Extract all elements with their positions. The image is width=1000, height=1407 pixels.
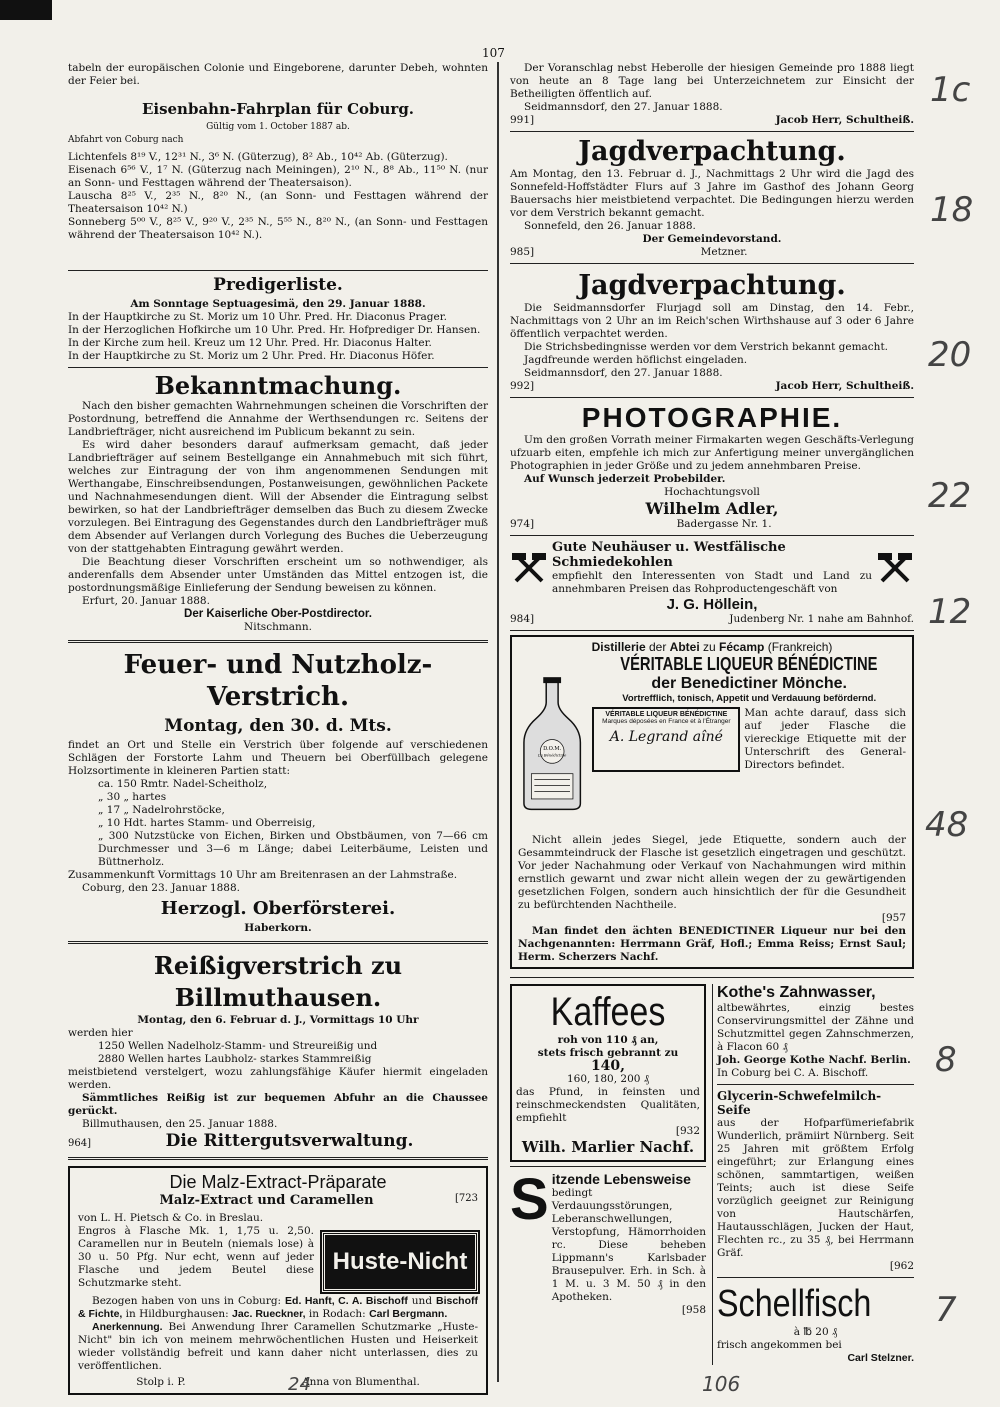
malz-place: Stolp i. P. [136,1376,186,1388]
wood-date: Montag, den 30. d. Mts. [164,716,392,736]
bene-number: [957 [881,912,906,924]
divider [68,941,488,944]
post-signer: Nitschmann. [244,621,312,633]
post-paragraph: Die Beachtung dieser Vorschriften erscheint um so nothwendiger, als anderenfalls dem Absender unter Umständen das Mittel entzogen ist, die postordnungsmäßige Einlieferung der Sendung beweisen zu können. [68,556,488,594]
jagd1-signer: Metzner. [700,246,748,258]
margin-note: 106 [702,1372,741,1396]
divider [68,1157,488,1160]
kaffee-signature: Wilh. Marlier Nachf. [521,1138,695,1156]
photo-title: PHOTOGRAPHIE. [581,402,843,433]
reisig-line: Sämmtliches Reißig ist zur bequemen Abfuhr an die Chaussee gerückt. [68,1092,488,1117]
kaffee-ad [510,984,706,1162]
photo-signature: Wilhelm Adler, [645,499,779,518]
sermons-title: Predigerliste. [213,275,343,295]
reisig-line: meistbietend verstelgert, wozu zahlungsfähige Käufer hiermit eingeladen werden. [68,1066,488,1091]
coal-ad [510,540,914,596]
reisig-intro: werden hier [68,1027,133,1039]
intro-text: tabeln der europäischen Colonie und Eingeborene, darunter Debeh, wohnten der Feier bei. [68,62,488,87]
photo-text: Auf Wunsch jederzeit Probebilder. [524,473,726,485]
coal-title: Gute Neuhäuser u. Westfälische Schmiedekohlen [552,540,786,570]
coal-number: 984] [510,613,535,625]
bene-label: VÉRITABLE LIQUEUR BÉNÉDICTINE [605,711,728,718]
bene-side-text: Man achte darauf, dass sich auf jeder Flasche die viereckige Etiquette mit der Unterschrift des General-Directors befindet. [744,707,906,771]
jagd1-text: Am Montag, den 13. Februar d. J., Nachmittags 2 Uhr wird die Jagd des Sonnefeld-Hoffstädter Flurs auf 3 Jahre im Gasthof des Johann Georg Bauersachs hier meistbietend verpachtet. Die Bedingungen hierzu werden vor dem Verstrich bekannt gemacht. [510,168,914,219]
sermons-date: Am Sonntage Septuagesimä, den 29. Januar 1888. [130,298,426,310]
reisig-line: 1250 Wellen Nadelholz-Stamm- und Streureißig und [98,1040,378,1052]
column-separator [497,62,499,1382]
wood-place: Coburg, den 23. Januar 1888. [82,882,240,894]
malz-subtitle: Malz-Extract und Caramellen [159,1193,374,1208]
reisig-place: Billmuthausen, den 25. Januar 1888. [82,1118,278,1130]
divider [510,131,914,132]
post-place: Erfurt, 20. Januar 1888. [82,595,210,607]
voranschlag-signature: Jacob Herr, Schultheiß. [775,114,914,126]
wood-meet: Zusammenkunft Vormittags 10 Uhr am Breitenrasen an der Lahmstraße. [68,869,458,881]
bene-paragraph: Nicht allein jedes Siegel, jede Etiquette, sondern auch der Gesammteindruck der Flasche ist gesetzlich eingetragen und geschützt. Vor jeder Nachahmung oder Verkauf von Nachahmungen wird mithin ernstlich gewarnt und zwar nicht allein wegen der zu gewärtigenden gesetzlichen Folgen, sondern auch hinsichtlich der für die Gesundheit zu befürchtenden Nachtheile. [518,834,906,911]
jagd1-place: Sonnefeld, den 26. Januar 1888. [524,220,696,232]
jagd2-signature: Jacob Herr, Schultheiß. [775,380,914,392]
sitz-text: bedingt Verdauungsstörungen, Leberanschwellungen, Verstopfung, Hämorrhoiden rc. Diese beheben Lippmann's Karlsbader Brausepulver. Erh. in Sch. à 1 M. u. 3 M. 50 ₰ in den Apotheken. [551,1187,706,1303]
post-signature: Der Kaiserliche Ober-Postdirector. [184,608,372,620]
post-paragraph: Es wird daher besonders darauf aufmerksam gemacht, daß jeder Landbriefträger auf seinem Bestellgange ein Annahmebuch mit sich führt, welches zur Eintragung der von ihm angenommenen Sendungen mit Werthangabe, Einschreibsendungen, Postanweisungen, gewöhnlichen Packete und Nachnahmesendungen dient. Will der Absender die Eintragung selbst bewirken, so hat der Landbriefträger demselben das Buch zu diesem Zwecke vorzulegen. Bei Eintragung des Gegenstandes durch den Landbriefträger muß dem Absender auf Verlangen durch Vorlegung des Buches die Ueberzeugung von der stattgehabten Eintragung gewährt werden. [68,439,488,555]
divider [68,367,488,368]
kothe-text: altbewährtes, einzig bestes Conservirungsmittel der Zähne und Schutzmittel gegen Zahnschmerzen, à Flacon 60 ₰ [717,1002,914,1053]
bene-script-signature: A. Legrand aîné [609,729,723,745]
wood-item: ca. 150 Rmtr. Nadel-Scheitholz, [98,778,268,790]
rail-title: Eisenbahn-Fahrplan für Coburg. [141,100,415,118]
wood-item: „ 10 Hdt. hartes Stamm- und Oberreisig, [98,817,316,829]
sitz-ad [510,1167,706,1317]
jagd1-signature: Der Gemeindevorstand. [642,233,782,245]
benedictine-ad [510,635,914,969]
reisig-line: 2880 Wellen hartes Laubholz- starkes Stammreißig [98,1053,372,1065]
wood-signer: Haberkorn. [244,922,312,934]
malz-signature: Anna von Blumenthal. [302,1376,420,1388]
jagd2-text: Die Seidmannsdorfer Flurjagd soll am Dinstag, den 14. Febr., Nachmittags von 2 Uhr an im Reich'schen Wirthshause auf 3 oder 6 Jahre öffentlich verpachtet werden. [510,302,914,340]
malz-number: [723 [454,1193,478,1204]
sitz-initial: S [510,1167,549,1232]
reisig-signature: Die Rittergutsverwaltung. [165,1131,414,1151]
coal-address: Judenberg Nr. 1 nahe am Bahnhof. [729,613,914,625]
kothe-firm: Joh. George Kothe Nachf. Berlin. [717,1054,911,1066]
wood-item: „ 300 Nutzstücke von Eichen, Birken und Obstbäumen, von 7—66 cm Durchmesser und 3—6 m Länge; dabei Leiterbäume, Leisten und Büttnerholz. [98,830,488,868]
post-paragraph: Nach den bisher gemachten Wahrnehmungen scheinen die Vorschriften der Postordnung, betreffend die Annahme der Werthsendungen rc. Seitens der Landbriefträger, nicht ausreichend im Publicum bekannt zu sein. [68,400,488,438]
jagd2-number: 992] [510,380,535,392]
photo-greeting: Hochachtungsvoll [664,486,760,498]
wood-item: „ 17 „ Nadelrohrstöcke, [98,804,225,816]
kaffee-text: 160, 180, 200 ₰ [566,1073,650,1085]
rail-line: Sonneberg 5⁰⁰ V., 8²⁵ V., 9²⁰ V., 2³⁵ N., 5⁵⁵ N., 8²⁰ N., (an Sonn- und Festtagen während der Theatersaison 10⁴² N.). [68,216,488,241]
photo-number: 974] [510,518,535,530]
reisig-date: Montag, den 6. Februar d. J., Vormittags 10 Uhr [137,1014,419,1026]
margin-note: 7 [935,1290,957,1330]
jagd2-text: Die Strichsbedingnisse werden vor dem Verstrich bekannt gemacht. [524,341,889,353]
margin-note: 1c [930,70,971,110]
rail-valid: Gültig vom 1. October 1887 ab. [206,122,350,132]
fish-signature: Carl Stelzner. [847,1352,914,1364]
glycerin-number: [962 [889,1260,914,1272]
reisig-title: Reißigverstrich zu Billmuthausen. [153,951,403,1012]
kaffee-text: das Pfund, in feinsten und reinschmeckendsten Qualitäten, empfiehlt [516,1086,700,1124]
bottle-label: La Bénédictine [538,753,567,758]
kothe-where: In Coburg bei C. A. Bischoff. [717,1067,869,1079]
coal-text: empfiehlt den Interessenten von Stadt und Land zu annehmbaren Preisen das Rohproductengeschäft von [552,570,872,595]
rail-line: Lichtenfels 8¹⁹ V., 12³¹ N., 3⁶ N. (Güterzug), 8² Ab., 10⁴² Ab. (Güterzug). [68,151,448,163]
kaffee-number: [932 [675,1125,700,1137]
bene-dealers: Man findet den ächten BENEDICTINER Liqueur nur bei den Nachgenannten: Herrmann Gräf, Hofl.; Emma Reiss; Ernst Saul; Herm. Scherzers Nachf. [518,925,906,963]
kaffee-text: roh von 110 ₰ an, [557,1034,659,1046]
bottle-illustration [518,654,586,834]
wood-signature: Herzogl. Oberförsterei. [160,898,396,919]
post-title: Bekanntmachung. [154,371,402,400]
bottle-label: D.O.M. [543,745,562,752]
rail-departure: Abfahrt von Coburg nach [68,135,184,145]
jagd2-title: Jagdverpachtung. [578,270,846,301]
reisig-number: 964] [68,1138,91,1149]
fish-text: frisch angekommen bei [717,1339,842,1351]
malz-buyers: Bezogen haben von uns in Coburg: Ed. Hanft, C. A. Bischoff und Bischoff & Fichte, in Hildburghausen: Jac. Rueckner, in Rodach: Carl Bergmann. [78,1295,478,1320]
divider [510,977,914,978]
voranschlag-place: Seidmannsdorf, den 27. Januar 1888. [524,101,723,113]
kaffee-text: stets frisch gebrannt zu [537,1047,679,1059]
coal-firm: J. G. Höllein, [666,596,758,613]
malz-from: von L. H. Pietsch & Co. in Breslau. [78,1212,264,1224]
divider [510,630,914,631]
rail-line: Lauscha 8²⁵ V., 2³⁵ N., 8²⁰ N., (an Sonn- und Festtagen während der Theatersaison 10⁴² N.) [68,190,488,215]
bene-label: Marques déposées en France et à l'Étranger [602,718,731,725]
left-column [68,62,488,1395]
divider [510,535,914,536]
margin-note: 24 [288,1374,311,1395]
sitz-number: [958 [681,1304,706,1316]
right-column [510,62,914,1365]
rail-line: Eisenach 6⁵⁶ V., 1⁷ N. (Güterzug nach Meiningen), 2¹⁰ N., 8⁸ Ab., 11⁵⁰ N. (nur an Sonn- und Festtagen während der Theatersaison). [68,164,488,189]
wood-title: Feuer- und Nutzholz-Verstrich. [123,650,433,712]
divider [717,1277,914,1278]
jagd2-text: Jagdfreunde werden höflichst eingeladen. [524,354,748,366]
photo-text: Um den großen Vorrath meiner Firmakarten wegen Geschäfts-Verlegung ufzuarb eiten, empfehle ich mich zur Anfertigung meiner unvergänglichen Photographien in jeder Größe und zu jedem annehmbaren Preise. [510,434,914,472]
divider [68,270,488,271]
voranschlag-text: Der Voranschlag nebst Heberolle der hiesigen Gemeinde pro 1888 liegt von heute an 8 Tage lang bei Unterzeichnetem zur Einsicht der Betheiligten öffentlich auf. [510,62,914,100]
corner-marker [0,0,52,20]
margin-note: 48 [925,805,969,845]
photo-address: Badergasse Nr. 1. [676,518,772,530]
malz-title: Die Malz-Extract-Präparate [169,1172,387,1192]
divider [510,263,914,264]
glycerin-text: aus der Hofparfümeriefabrik Wunderlich, prämiirt Nürnberg. Seit 25 Jahren mit größtem Erfolg eingeführt; zur Erlangung eines schönen, sammtartigen, weißen Teints; auch ist diese Seife vorzüglich geeignet zur Reinigung von Hautschärfen, Hautausschlägen, Jucken der Haut, Flechten rc., zu 35 ₰, bei Herrmann Gräf. [717,1117,914,1259]
bene-title: VÉRITABLE LIQUEUR BÉNÉDICTINE [620,654,878,674]
fish-title: Schellfisch [717,1283,872,1325]
divider [717,1084,914,1085]
kothe-title: Kothe's Zahnwasser, [717,984,876,1001]
margin-note: 18 [930,190,974,230]
malz-text: Engros à Flasche Mk. 1, 1,75 u. 2,50. Caramellen nur in Beuteln (niemals lose) à 30 u. 50 Pfg. Nur echt, wenn auf jeder Flasche und jedem Beutel diese Schutzmarke steht. [78,1225,314,1289]
kaffee-title: Kaffees [550,990,666,1034]
voranschlag-number: 991] [510,114,535,126]
huste-nicht-trademark: Huste-Nicht [322,1232,478,1292]
margin-note: 12 [928,592,972,632]
crossed-hammers-icon [876,551,914,585]
bene-distillery: Distillerie der Abtei zu Fécamp (Frankreich) [591,640,833,654]
malz-ad [68,1166,488,1395]
sermon-line: In der Hauptkirche zu St. Moriz um 10 Uhr. Pred. Hr. Diaconus Prager. [68,311,447,323]
jagd2-place: Seidmannsdorf, den 27. Januar 1888. [524,367,723,379]
divider [68,640,488,643]
sitz-title: itzende Lebensweise [551,1171,691,1187]
jagd1-title: Jagdverpachtung. [578,136,846,167]
bene-description: Vortrefflich, tonisch, Appetit und Verdauung befördernd. [622,693,877,704]
margin-note: 20 [928,335,972,375]
glycerin-title: Glycerin-Schwefelmilch-Seife [717,1089,882,1117]
malz-recommendation: Anerkennung. Bei Anwendung Ihrer Caramellen Schutzmarke „Huste-Nicht" bin ich von meinem mehrwöchentlichen Husten und Heiserkeit wieder vollständig befreit und kann daher nicht unterlassen, dies zu veröffentlichen. [78,1321,478,1372]
divider [510,397,914,398]
kaffee-text: 140, [590,1058,626,1074]
wood-item: „ 30 „ hartes [98,791,167,803]
page-number: 107 [482,46,505,60]
fish-price: à ℔ 20 ₰ [793,1326,838,1338]
crossed-hammers-icon [510,551,548,585]
margin-note: 22 [928,476,972,516]
sermon-line: In der Kirche zum heil. Kreuz um 12 Uhr. Pred. Hr. Diaconus Halter. [68,337,432,349]
margin-note: 8 [935,1040,957,1080]
bene-subtitle: der Benedictiner Mönche. [651,675,847,692]
jagd1-number: 985] [510,246,535,258]
sermon-line: In der Hauptkirche zu St. Moriz um 2 Uhr. Pred. Hr. Diaconus Höfer. [68,350,435,362]
wood-intro: findet an Ort und Stelle ein Verstrich über folgende auf verschiedenen Schlägen der Forstorte Lahm und Theuern bei Oberfüllbach gelegene Holzsortimente in kleineren Partien statt: [68,739,488,777]
sermon-line: In der Herzoglichen Hofkirche um 10 Uhr. Pred. Hr. Hofprediger Dr. Hansen. [68,324,481,336]
